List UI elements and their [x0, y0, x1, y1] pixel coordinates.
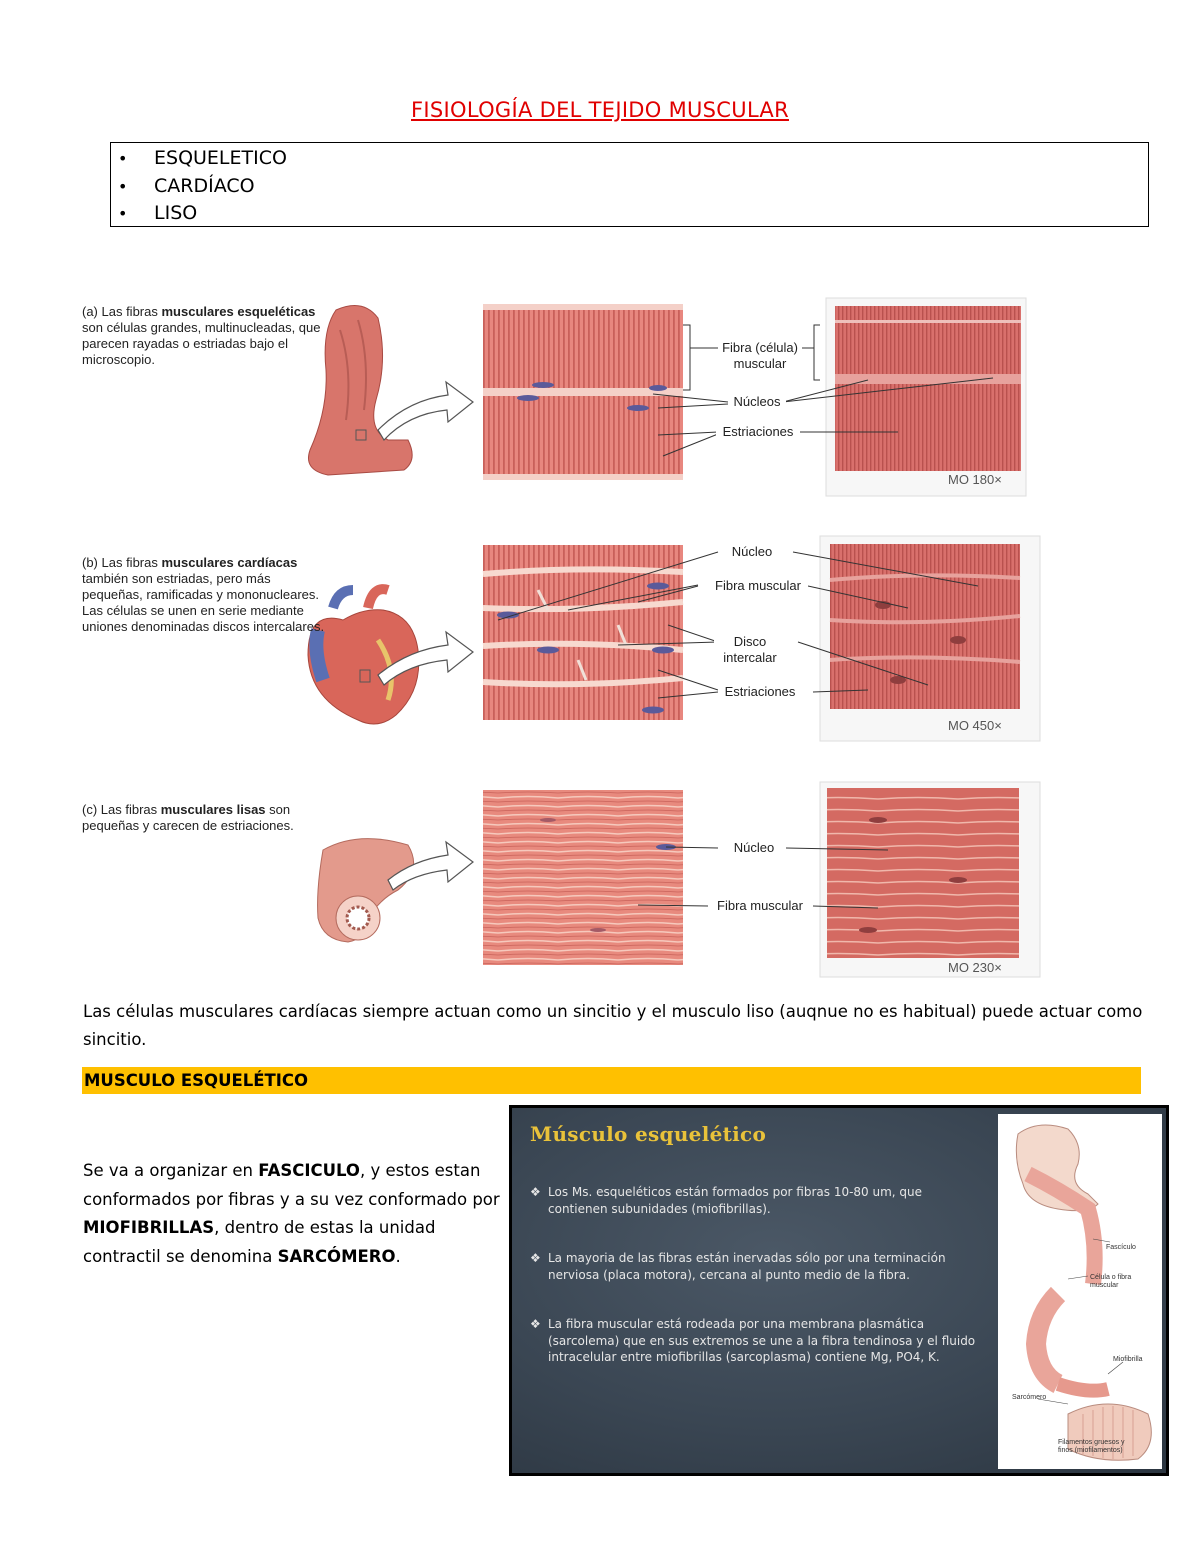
list-item-label: CARDÍACO	[154, 174, 255, 197]
caption-cardiac	[82, 555, 332, 635]
label-sarcomere: Sarcómero	[1012, 1394, 1047, 1401]
slide-background	[512, 1108, 1166, 1473]
slide-bullet	[530, 1250, 980, 1283]
muscle-types-figure	[78, 290, 1048, 980]
syncytium-paragraph: Las células musculares cardíacas siempre actuan como un sincitio y el musculo liso (auqnue no es habitual) puede actuar como sincitio.	[83, 1002, 1143, 1049]
bullet-icon: •	[118, 204, 128, 223]
diamond-bullet-icon: ❖	[530, 1251, 541, 1265]
muscle-hierarchy-drawing	[998, 1114, 1162, 1469]
caption-text: también son estriadas, pero más pequeñas, ramificadas y mononucleares. Las células se unen en serie mediante uniones denominadas discos intercalares.	[82, 571, 325, 634]
skeletal-description	[83, 1157, 503, 1271]
slide-bullet-list	[530, 1184, 980, 1399]
caption-text: son pequeñas y carecen de estriaciones.	[82, 802, 294, 833]
label-striations: Estriaciones	[716, 424, 800, 440]
label-fiber: Fibra muscular	[708, 578, 808, 594]
label-filaments: Filamentos gruesos y finos (miofilamentos)	[1058, 1439, 1125, 1454]
list-item	[111, 173, 1148, 201]
caption-text: son células grandes, multinucleadas, que parecen rayadas o estriadas bajo el microscopio.	[82, 320, 321, 367]
body-text-segment: , dentro de estas la unidad contractil se denomina	[83, 1218, 436, 1266]
slide-bullet-text: Los Ms. esqueléticos están formados por fibras 10-80 um, que contienen subunidades (miofibrillas).	[548, 1185, 923, 1216]
body-text-segment: .	[395, 1246, 401, 1266]
label-nucleus: Núcleo	[726, 544, 778, 560]
caption-text: (a) Las fibras	[82, 304, 162, 319]
magnification-b: MO 450×	[948, 718, 1002, 733]
caption-smooth	[82, 802, 332, 834]
section-heading: MUSCULO ESQUELÉTICO	[82, 1067, 1141, 1094]
caption-bold: musculares lisas	[160, 802, 266, 817]
label-cell-fiber: Célula o fibra muscular	[1090, 1274, 1132, 1289]
label-striations: Estriaciones	[718, 684, 802, 700]
list-item-label: ESQUELETICO	[154, 147, 287, 169]
label-fiber-cell: Fibra (célula) muscular	[718, 340, 802, 372]
bullet-icon: •	[118, 149, 128, 168]
smooth-row	[318, 782, 1040, 977]
body-text-segment: Se va a organizar en	[83, 1161, 259, 1180]
caption-text: (b) Las fibras	[82, 555, 162, 570]
body-text-segment: , y estos estan conformados por fibras y a su vez conformado por	[83, 1161, 500, 1209]
slide-image	[509, 1105, 1169, 1476]
diamond-bullet-icon: ❖	[530, 1185, 541, 1199]
list-item	[111, 145, 1148, 173]
caption-text: (c) Las fibras	[82, 802, 161, 817]
slide-bullet-text: La fibra muscular está rodeada por una membrana plasmática (sarcolema) que en sus extremos se une a la fibra tendinosa y el fluido intracelular entre miofibrillas (sarcoplasma) contiene Mg, PO4, K.	[548, 1317, 976, 1364]
page-title: FISIOLOGÍA DEL TEJIDO MUSCULAR	[411, 98, 789, 122]
body-bold-term: FASCICULO	[258, 1161, 360, 1180]
caption-skeletal	[82, 304, 332, 368]
label-nucleus: Núcleo	[726, 840, 782, 856]
slide-title: Músculo esquelético	[530, 1122, 767, 1146]
muscle-types-box	[110, 142, 1149, 227]
figure-illustration	[78, 290, 1048, 980]
bullet-icon: •	[118, 176, 128, 196]
diamond-bullet-icon: ❖	[530, 1317, 541, 1331]
magnification-a: MO 180×	[948, 472, 1002, 487]
skeletal-row	[308, 298, 1026, 496]
caption-bold: musculares esqueléticas	[161, 304, 316, 319]
label-intercalated-disc: Disco intercalar	[714, 634, 786, 666]
list-item	[111, 200, 1148, 228]
caption-bold: musculares cardíacas	[161, 555, 298, 570]
label-fascicle: Fascículo	[1106, 1244, 1136, 1251]
body-bold-term: SARCÓMERO	[277, 1246, 396, 1266]
label-myofibril: Miofibrilla	[1113, 1356, 1143, 1363]
slide-bullet	[530, 1316, 980, 1366]
cardiac-row	[308, 536, 1040, 741]
label-nuclei: Núcleos	[728, 394, 786, 410]
label-fiber: Fibra muscular	[708, 898, 812, 914]
body-bold-term: MIOFIBRILLAS	[83, 1218, 215, 1237]
muscle-types-list	[111, 143, 1148, 228]
muscle-structure-illustration	[998, 1114, 1162, 1469]
slide-bullet-text: La mayoria de las fibras están inervadas sólo por una terminación nerviosa (placa motora), cercana al punto medio de la fibra.	[548, 1251, 946, 1282]
magnification-c: MO 230×	[948, 960, 1002, 975]
slide-bullet	[530, 1184, 980, 1217]
list-item-label: LISO	[154, 202, 198, 224]
